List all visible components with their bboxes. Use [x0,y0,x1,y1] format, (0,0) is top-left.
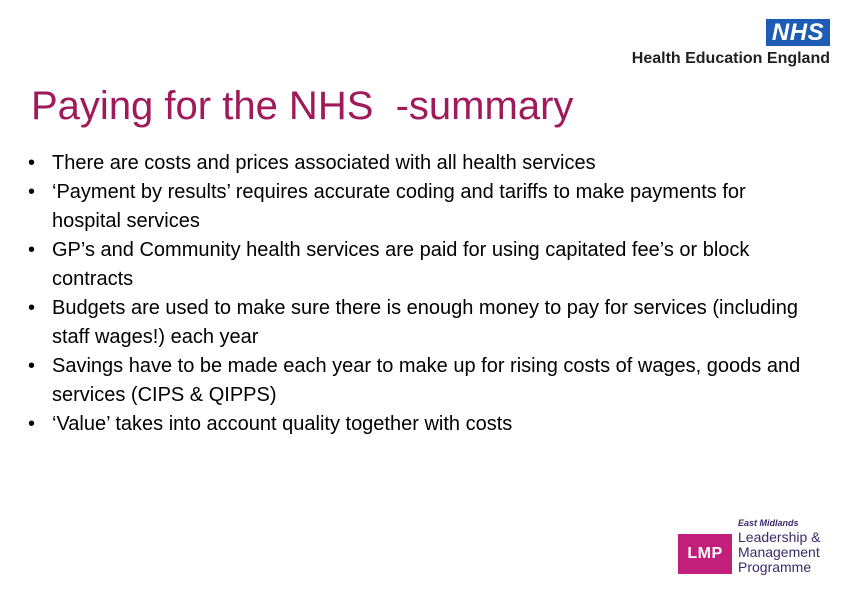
bullet-text: ‘Value’ takes into account quality together with costs [52,413,513,435]
lmp-box: LMP [678,534,732,574]
slide-title: Paying for the NHS -summary [31,83,574,128]
lmp-line-2: Management [738,544,820,560]
bullet-item [28,294,818,352]
bullet-text: There are costs and prices associated with all health services [52,152,596,174]
bullet-dot-icon: • [28,181,36,203]
bullet-text: Savings have to be made each year to make up for rising costs of wages, goods and services (CIPS & QIPPS) [52,355,801,406]
nhs-heh-logo [610,16,830,74]
lmp-line-3: Programme [738,559,812,575]
bullet-item [28,236,818,294]
bullet-dot-icon: • [28,297,36,319]
bullet-item [28,410,818,439]
nhs-badge: NHS [766,19,830,46]
lmp-line-1: Leadership & [738,529,821,545]
bullet-text: Budgets are used to make sure there is enough money to pay for services (including staff wages!) each year [52,297,798,348]
bullet-text: ‘Payment by results’ requires accurate coding and tariffs to make payments for hospital services [52,181,746,232]
bullet-dot-icon: • [28,413,36,435]
lmp-logo [678,518,833,578]
bullet-item [28,149,818,178]
bullet-list [28,149,818,439]
bullet-dot-icon: • [28,355,36,377]
bullet-text: GP’s and Community health services are paid for using capitated fee’s or block contracts [52,239,750,290]
lmp-region: East Midlands [738,518,799,528]
bullet-item [28,352,818,410]
bullet-item [28,178,818,236]
bullet-dot-icon: • [28,152,36,174]
hee-org-name: Health Education England [631,50,830,67]
bullet-dot-icon: • [28,239,36,261]
